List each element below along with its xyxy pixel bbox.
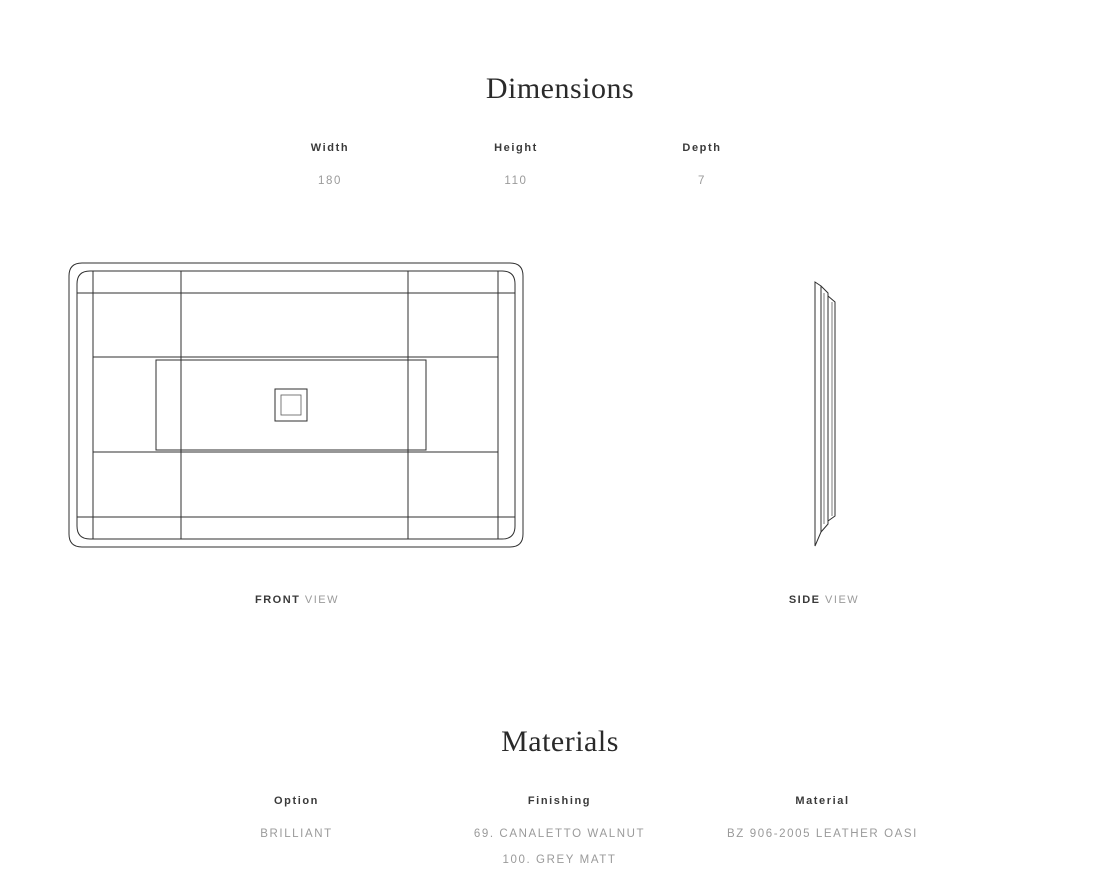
material-label-material: Material xyxy=(795,795,850,807)
material-value-finishing-2: 100. GREY MATT xyxy=(502,854,617,866)
materials-section-title: Materials xyxy=(501,725,619,759)
dimension-spec-height xyxy=(423,142,609,194)
material-spec-finishing xyxy=(428,795,691,873)
dimension-spec-width xyxy=(237,142,423,194)
front-view-drawing xyxy=(68,262,538,562)
materials-spec-row xyxy=(0,795,1120,873)
dimensions-spec-row xyxy=(0,142,1120,194)
material-spec-material xyxy=(691,795,954,873)
material-label-option: Option xyxy=(273,795,320,807)
front-view-caption-rest: VIEW xyxy=(300,594,340,606)
dimension-spec-depth xyxy=(609,142,795,194)
material-label-finishing: Finishing xyxy=(527,795,592,807)
side-view-caption-strong: SIDE xyxy=(788,594,821,606)
dimensions-section-title: Dimensions xyxy=(485,72,635,106)
material-value-material: BZ 906-2005 LEATHER OASI xyxy=(727,828,918,840)
side-view-drawing xyxy=(780,262,870,562)
front-view-caption xyxy=(177,594,417,606)
material-spec-option xyxy=(165,795,428,873)
dimension-label-height: Height xyxy=(494,142,538,154)
dimension-label-width: Width xyxy=(310,142,350,154)
side-view-caption xyxy=(704,594,944,606)
dimension-value-width: 180 xyxy=(318,175,342,187)
side-view-caption-rest: VIEW xyxy=(820,594,860,606)
front-view-caption-strong: FRONT xyxy=(254,594,301,606)
material-value-finishing-1: 69. CANALETTO WALNUT xyxy=(473,828,646,840)
dimension-value-depth: 7 xyxy=(698,175,706,187)
dimension-value-height: 110 xyxy=(504,175,528,187)
dimension-label-depth: Depth xyxy=(682,142,722,154)
material-value-option: BRILLIANT xyxy=(260,828,333,840)
